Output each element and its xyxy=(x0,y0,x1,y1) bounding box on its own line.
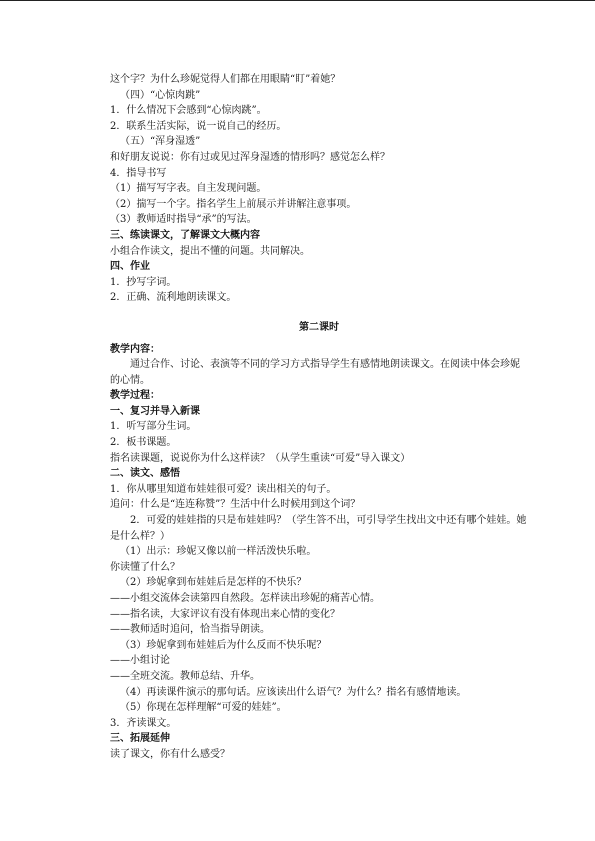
text-line: （5）你现在怎样理解“可爱的娃娃”。 xyxy=(120,702,287,714)
text-line: 读了课文，你有什么感受？ xyxy=(110,748,230,760)
text-line: 和好朋友说说：你有过或见过浑身湿透的情形吗？感觉怎么样？ xyxy=(110,151,390,163)
text-line: （4）再读课件演示的那句话。应该读出什么语气？为什么？指名有感情地读。 xyxy=(120,686,467,698)
text-line: 2．板书课题。 xyxy=(110,437,177,449)
text-line: 2．正确、流利地朗读课文。 xyxy=(110,292,237,304)
text-line: 1．什么情况下会感到“心惊肉跳”。 xyxy=(110,105,267,117)
text-line: 指名读课题，说说你为什么这样读？（从学生重读“可爱”导入课文） xyxy=(110,452,411,464)
text-line: （3）珍妮拿到布娃娃后为什么反而不快乐呢？ xyxy=(120,639,327,651)
text-line: （1）描写写字表。自主发现问题。 xyxy=(110,183,267,195)
text-line: （五）“浑身湿透” xyxy=(120,136,201,148)
text-line: （2）揣写一个字。指名学生上前展示并讲解注意事项。 xyxy=(110,198,357,210)
text-line: （四）“心惊肉跳” xyxy=(120,89,201,101)
teaching-process-label: 教学过程： xyxy=(110,390,160,402)
text-line: 四、作业 xyxy=(110,261,150,273)
text-line: 1．你从哪里知道布娃娃很可爱？读出相关的句子。 xyxy=(110,483,337,495)
text-line: 一、复习并导入新课 xyxy=(110,405,200,417)
text-line: （3）教师适时指导“承”的写法。 xyxy=(110,214,257,226)
wrap-paragraph: 2．可爱的娃娃指的只是布娃娃吗？（学生答不出，可引导学生找出文中还有哪个娃娃。她是什么样？） xyxy=(110,515,527,542)
text-line: 2．联系生活实际，说一说自己的经历。 xyxy=(110,120,287,132)
text-line: （2）珍妮拿到布娃娃后是怎样的不快乐？ xyxy=(120,577,307,589)
text-line: 小组合作读文，提出不懂的问题。共同解决。 xyxy=(110,245,310,257)
text-line: 二、读文、感悟 xyxy=(110,468,180,480)
teaching-content-label: 教学内容： xyxy=(110,343,160,355)
text-line: 你读懂了什么？ xyxy=(110,561,180,573)
document-page xyxy=(110,72,528,763)
text-line: ——小组交流体会读第四自然段。怎样读出珍妮的痛苦心情。 xyxy=(110,593,380,604)
text-line: 追问：什么是“连连称赞”？生活中什么时候用到这个词？ xyxy=(110,499,361,511)
teaching-content-text: 通过合作、讨论、表演等不同的学习方式指导学生有感情地朗读课文。在阅读中体会珍妮的心情。 xyxy=(110,359,520,386)
text-line: ——小组讨论 xyxy=(110,655,170,667)
text-line: 三、练读课文，了解课文大概内容 xyxy=(110,229,260,241)
lesson-section-third xyxy=(110,544,528,762)
text-line: 这个字？为什么珍妮觉得人们都在用眼睛“盯”着她？ xyxy=(110,74,341,85)
text-line: ——全班交流。教师总结、升华。 xyxy=(110,670,260,682)
lesson-section-second xyxy=(110,404,528,513)
text-line: ——指名读，大家评议有没有体现出来心情的变化？ xyxy=(110,608,340,620)
page-top-rule xyxy=(0,0,595,1)
text-line: 3．齐读课文。 xyxy=(110,717,177,729)
section-title: 第二课时 xyxy=(299,321,339,333)
lesson-section-first xyxy=(110,72,528,306)
text-line: ——教师适时追问，恰当指导朗读。 xyxy=(110,624,270,636)
text-line: 1．抄写字词。 xyxy=(110,276,177,288)
text-line: 1．听写部分生词。 xyxy=(110,421,197,433)
text-line: 4．指导书写 xyxy=(110,167,167,179)
text-line: （1）出示：珍妮又像以前一样活泼快乐啦。 xyxy=(120,546,317,558)
text-line: 三、拓展延伸 xyxy=(110,733,170,745)
